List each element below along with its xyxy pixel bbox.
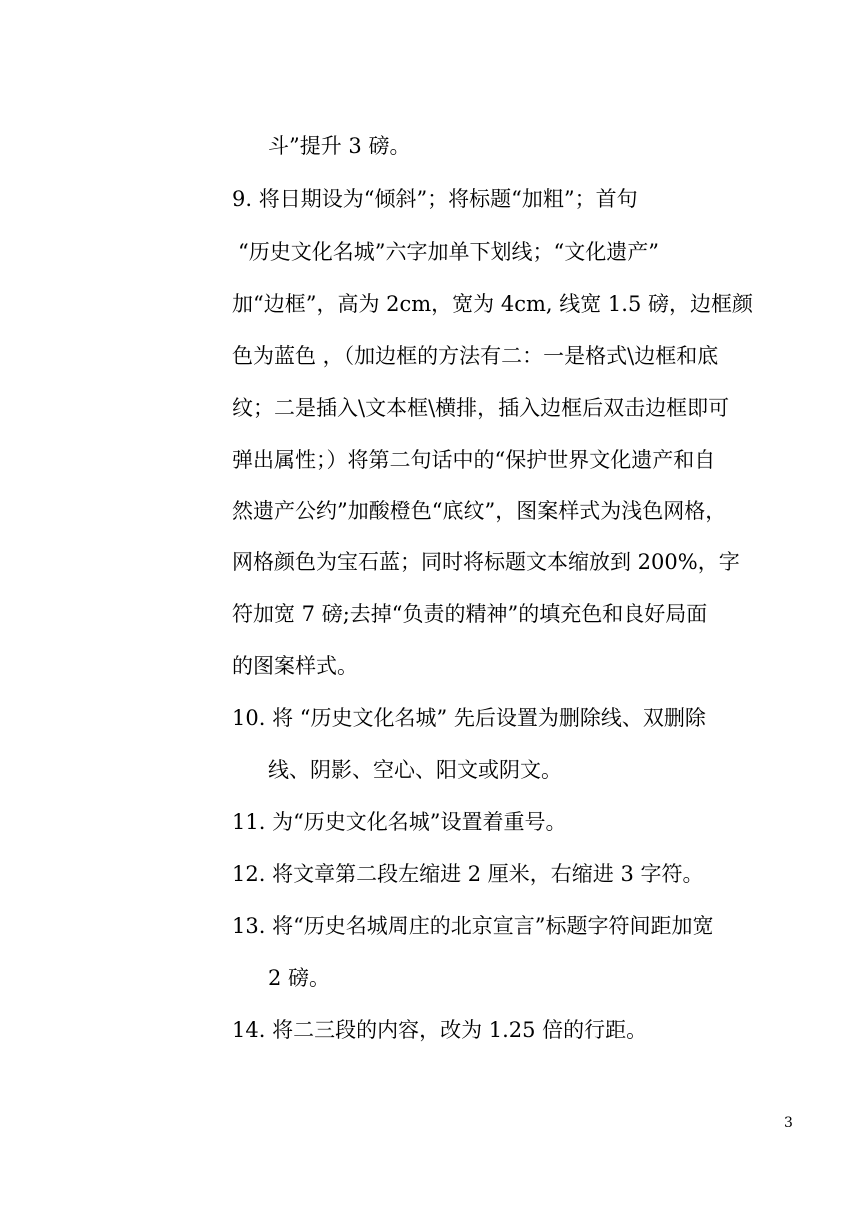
text-line: 网格颜色为宝石蓝；同时将标题文本缩放到 200%，字 bbox=[232, 550, 740, 574]
text-line: 14. 将二三段的内容，改为 1.25 倍的行距。 bbox=[232, 1018, 648, 1042]
text-line: 色为蓝色 ，（加边框的方法有二：一是格式\边框和底 bbox=[232, 344, 719, 368]
text-line: 符加宽 7 磅;去掉“负责的精神”的填充色和良好局面 bbox=[232, 602, 708, 626]
text-line: 11. 为“历史文化名城”设置着重号。 bbox=[232, 810, 567, 834]
text-line: 9. 将日期设为“倾斜”；将标题“加粗”；首句 bbox=[232, 187, 638, 211]
text-line: 斗”提升 3 磅。 bbox=[268, 134, 411, 158]
text-line: 线、阴影、空心、阳文或阴文。 bbox=[268, 758, 562, 782]
text-line: 2 磅。 bbox=[268, 966, 331, 990]
text-line: 加“边框”，高为 2cm，宽为 4cm, 线宽 1.5 磅，边框颜 bbox=[232, 292, 753, 316]
text-line: “历史文化名城”六字加单下划线；“文化遗产” bbox=[238, 240, 659, 264]
text-line: 10. 将 “历史文化名城” 先后设置为删除线、双删除 bbox=[232, 706, 706, 730]
page-number: 3 bbox=[784, 1115, 793, 1131]
text-line: 纹；二是插入\文本框\横排，插入边框后双击边框即可 bbox=[232, 396, 730, 420]
text-line: 弹出属性；）将第二句话中的“保护世界文化遗产和自 bbox=[232, 448, 716, 472]
text-line: 的图案样式。 bbox=[232, 654, 358, 678]
text-line: 然遗产公约”加酸橙色“底纹”，图案样式为浅色网格， bbox=[232, 499, 727, 523]
text-line: 12. 将文章第二段左缩进 2 厘米，右缩进 3 字符。 bbox=[232, 862, 704, 886]
text-line: 13. 将“历史名城周庄的北京宣言”标题字符间距加宽 bbox=[232, 914, 714, 938]
